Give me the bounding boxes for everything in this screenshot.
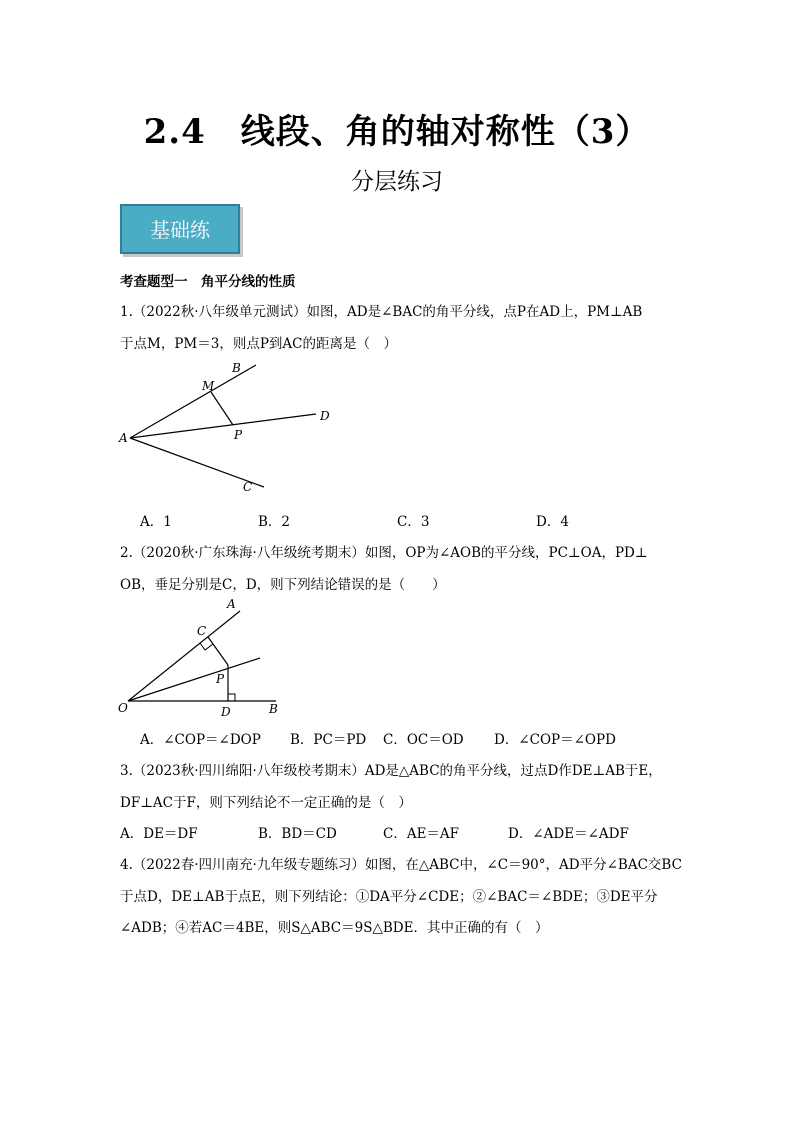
- ray-oa: [128, 611, 240, 701]
- label-m: M: [202, 379, 215, 393]
- segment-pm: [211, 392, 233, 425]
- question-4-line-3: ∠ADB；④若AC＝4BE，则S△ABC＝9S△BDE．其中正确的有（ ）: [120, 920, 549, 936]
- right-angle-mark-c: [200, 643, 213, 650]
- question-1-option-b: B．2: [258, 514, 291, 530]
- question-1-option-a: A．1: [140, 514, 172, 530]
- label-d: D: [320, 409, 330, 423]
- right-angle-mark-d: [228, 694, 235, 701]
- question-1-line-1: 1.（2022秋·八年级单元测试）如图，AD是∠BAC的角平分线，点P在AD上，PM⊥AB: [120, 304, 643, 320]
- question-3-option-d: D．∠ADE＝∠ADF: [508, 826, 629, 842]
- label-b: B: [269, 702, 278, 716]
- question-2-option-c: C．OC＝OD: [383, 732, 464, 748]
- label-d: D: [221, 705, 231, 719]
- question-2-line-2: OB，垂足分别是C，D，则下列结论错误的是（ ）: [120, 577, 446, 593]
- label-p: P: [234, 428, 243, 442]
- label-b: B: [232, 361, 241, 375]
- question-3-option-c: C．AE＝AF: [383, 826, 460, 842]
- label-p: P: [216, 672, 225, 686]
- question-1-option-c: C．3: [397, 514, 430, 530]
- ray-op: [128, 658, 260, 701]
- question-4-line-1: 4.（2022春·四川南充·九年级专题练习）如图，在△ABC中，∠C＝90°，AD平分∠BAC交BC: [120, 857, 682, 873]
- question-3-option-b: B．BD＝CD: [258, 826, 337, 842]
- question-2-option-a: A．∠COP＝∠DOP: [140, 732, 261, 748]
- page-title: 2.4 线段、角的轴对称性（3）: [143, 112, 651, 152]
- label-o: O: [118, 701, 128, 715]
- question-2-option-b: B．PC＝PD: [290, 732, 367, 748]
- question-3-option-a: A．DE＝DF: [120, 826, 198, 842]
- segment-pc: [208, 637, 228, 665]
- label-c: C: [197, 624, 207, 638]
- question-2-figure: [110, 595, 290, 720]
- question-1-figure: [110, 355, 350, 500]
- question-3-line-1: 3.（2023秋·四川绵阳·八年级校考期末）AD是△ABC的角平分线，过点D作DE⊥AB于E，: [120, 763, 662, 779]
- question-2-option-d: D．∠COP＝∠OPD: [494, 732, 616, 748]
- page-subtitle: 分层练习: [351, 169, 443, 195]
- question-3-line-2: DF⊥AC于F，则下列结论不一定正确的是（ ）: [120, 795, 412, 811]
- section-heading: 考查题型一 角平分线的性质: [120, 274, 296, 290]
- label-a: A: [227, 597, 236, 611]
- level-badge: 基础练: [120, 204, 240, 254]
- question-4-line-2: 于点D，DE⊥AB于点E，则下列结论：①DA平分∠CDE；②∠BAC＝∠BDE；③DE平分: [120, 889, 658, 905]
- label-c: C: [243, 480, 253, 494]
- question-1-line-2: 于点M，PM＝3，则点P到AC的距离是（ ）: [120, 336, 397, 352]
- question-2-line-1: 2.（2020秋·广东珠海·八年级统考期末）如图，OP为∠AOB的平分线，PC⊥OA，PD⊥: [120, 545, 648, 561]
- question-1-option-d: D．4: [536, 514, 569, 530]
- label-a: A: [119, 431, 128, 445]
- ray-ad: [130, 414, 316, 438]
